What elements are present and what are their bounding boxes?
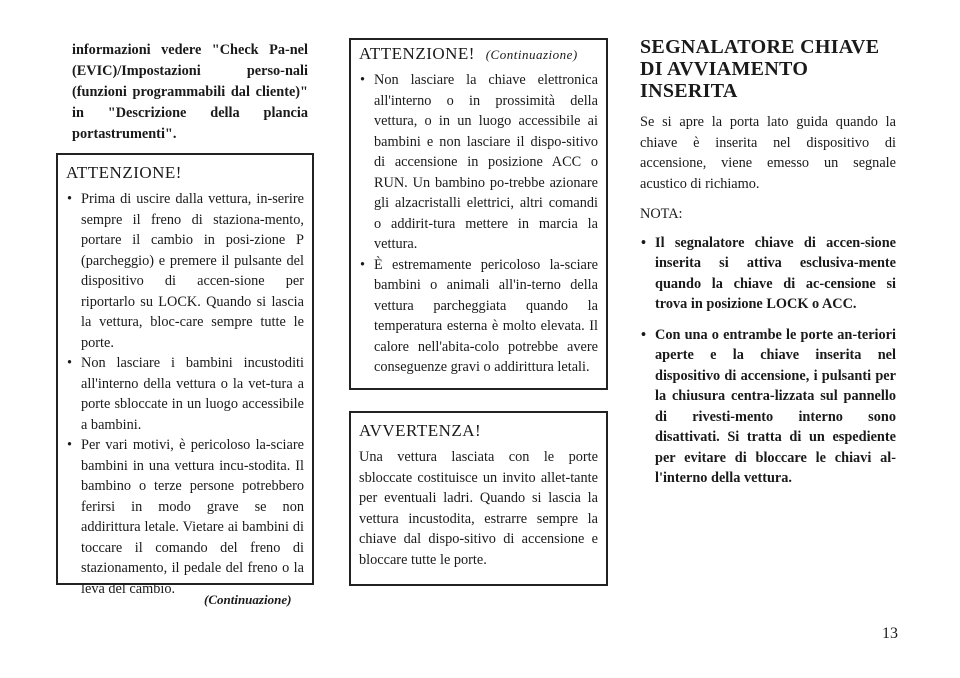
- caution-title: AVVERTENZA!: [359, 421, 482, 440]
- warning-list: [66, 189, 304, 599]
- page-number: 13: [882, 625, 898, 642]
- list-item: • È estremamente pericoloso la-sciare bambini o animali all'in-terno della vettura parcheggiata quando la temperatura esterna è molto elevata. Il calore nell'abita-colo potrebbe avere conseguenze gravi o addirittura letali.: [359, 255, 598, 378]
- warning-title: ATTENZIONE!: [66, 163, 182, 182]
- list-item: • Prima di uscire dalla vettura, in-serire sempre il freno di staziona-mento, portare il cambio in posi-zione P (parcheggio) e premere il pulsante del dispositivo di accen-sione per riportarlo su LOCK. Quando si lascia la vettura, bloc-care sempre tutte le porte.: [66, 189, 304, 353]
- caution-box: [349, 411, 608, 586]
- warning-list: [359, 70, 598, 378]
- section-body: Se si apre la porta lato guida quando la chiave è inserita nel dispositivo di accensione, viene emesso un segnale acustico di richiamo.: [640, 114, 896, 192]
- list-item: • Il segnalatore chiave di accen-sione inserita si attiva esclusiva-mente quando la chiave di ac-censione si trova in posizione LOCK o ACC.: [640, 233, 896, 315]
- warning-title-text: ATTENZIONE!: [359, 44, 475, 63]
- list-item: • Per vari motivi, è pericoloso la-sciare bambini in una vettura incu-stodita. Il bambino o terze persone potrebbero ferirsi in modo grave se non addirittura letale. Vietare ai bambini di toccare il comando del freno di stazionamento, il pedale del freno o la leva del cambio.: [66, 435, 304, 599]
- warning-box-2: [349, 38, 608, 390]
- section-heading: SEGNALATORE CHIAVE DI AVVIAMENTO INSERITA: [640, 36, 880, 102]
- note-label: NOTA:: [640, 206, 683, 222]
- caution-text: Una vettura lasciata con le porte sbloccate costituisce un invito allet-tante per eventuali ladri. Quando si lascia la vettura incustodita, estrarre sempre la chiave dal dispo-sitivo di accensione e bloccare tutte le porte.: [359, 449, 598, 568]
- list-item: • Non lasciare i bambini incustoditi all'interno della vettura o la vet-tura a porte sbloccate in un luogo accessibile a bambini.: [66, 353, 304, 435]
- warning-box-1: [56, 153, 314, 597]
- list-item: • Non lasciare la chiave elettronica all'interno o in prossimità della vettura, o in un luogo accessibile ai bambini e non lasciare il dispo-sitivo di accensione in posizione ACC o RUN. Un bambino po-trebbe azionare gli alzacristalli elettrici, altri comandi o addirit-tura mettere in marcia la vettura.: [359, 70, 598, 255]
- note-list: [640, 233, 896, 489]
- intro-paragraph: informazioni vedere "Check Pa-nel (EVIC)/Impostazioni perso-nali (funzioni programmabili dal cliente)" in "Descrizione della plancia portastrumenti".: [72, 42, 308, 142]
- continuation-label: (Continuazione): [485, 47, 578, 62]
- continued-label: (Continuazione): [204, 592, 292, 607]
- list-item: • Con una o entrambe le porte an-teriori aperte e la chiave inserita nel dispositivo di accensione, i pulsanti per la chiusura centra-lizzata sul pannello di rivesti-mento interno sono disattivati. Si tratta di un espediente per evitare di bloccare le chiavi al-l'interno della vettura.: [640, 325, 896, 489]
- warning-title: [359, 44, 598, 64]
- section-right: [640, 36, 896, 489]
